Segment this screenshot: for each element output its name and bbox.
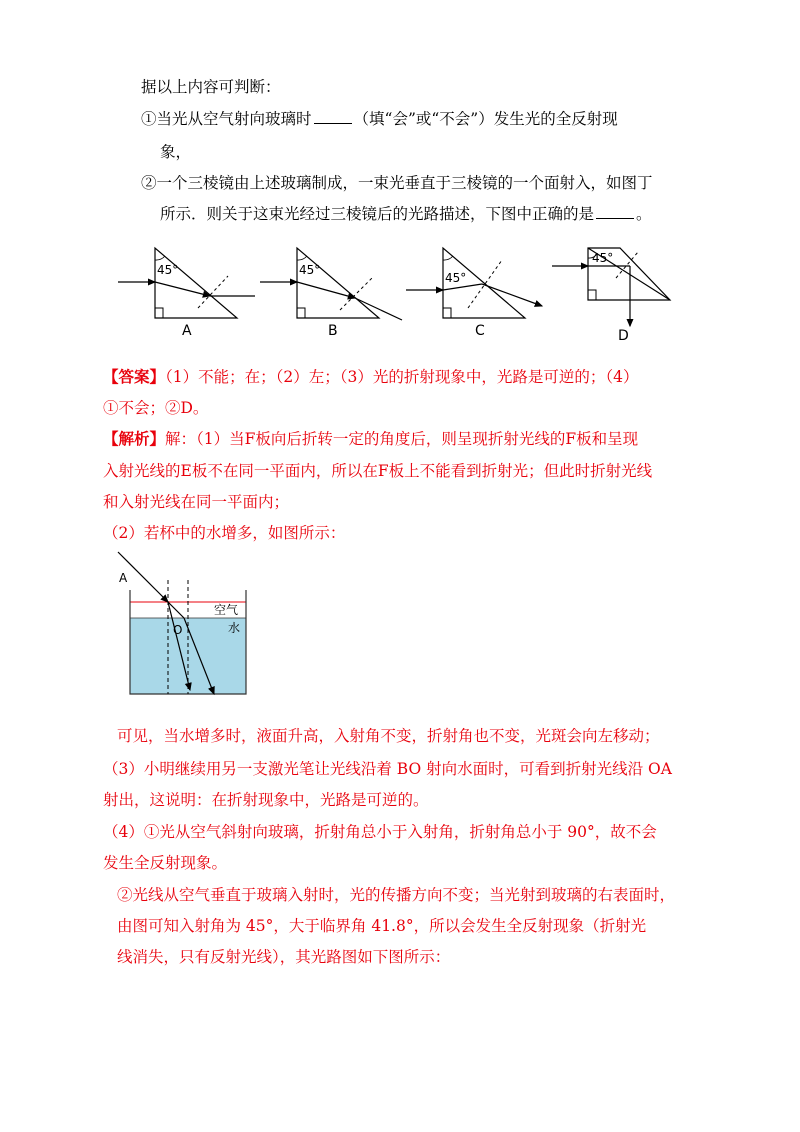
answer-text-1: （1）不能；在；（2）左；（3）光的折射现象中，光路是可逆的；（4）	[165, 368, 639, 386]
option-c-angle: 45°	[445, 271, 467, 285]
question-1-cont: 象，	[160, 143, 192, 161]
question-1-text-b: （填“会”或“不会”）发生光的全反射现	[353, 110, 618, 128]
analysis-line-4: （2）若杯中的水增多，如图所示：	[103, 524, 346, 542]
analysis-line-12: 线消失，只有反射光线），其光路图如下图所示：	[117, 948, 451, 966]
answer-tag: 【答案】	[103, 367, 166, 386]
option-c-label: C	[475, 323, 485, 339]
analysis-tag: 【解析】	[103, 429, 166, 448]
option-c-diagram	[406, 248, 542, 318]
answer-line-2: ①不会；②D。	[103, 399, 209, 417]
question-2-end: 。	[636, 205, 652, 223]
analysis-line-3: 和入射光线在同一平面内；	[103, 493, 290, 511]
water-cup-figure	[108, 550, 258, 700]
answer-blank-2	[596, 204, 634, 219]
option-a-angle: 45°	[157, 263, 179, 277]
prism-options-figure	[110, 238, 700, 348]
analysis-line-7: 射出，这说明：在折射现象中，光路是可逆的。	[103, 791, 429, 809]
question-1-text-a: ①当光从空气射向玻璃时	[141, 110, 312, 128]
analysis-line-11: 由图可知入射角为 45°，大于临界角 41.8°，所以会发生全反射现象（折射光	[117, 917, 647, 935]
question-2-cont	[160, 203, 652, 225]
option-b-diagram	[260, 248, 402, 320]
water-label-water: 水	[228, 621, 241, 635]
analysis-line-5: 可见，当水增多时，液面升高，入射角不变，折射角也不变，光斑会向左移动；	[117, 727, 660, 745]
question-1-line	[141, 108, 618, 130]
water-label-o: O	[173, 623, 183, 637]
option-d-label: D	[618, 328, 629, 344]
analysis-line-8: （4）①光从空气斜射向玻璃，折射角总小于入射角，折射角总小于 90°，故不会	[103, 823, 657, 841]
answer-line-1	[103, 366, 638, 388]
analysis-line-10: ②光线从空气垂直于玻璃入射时，光的传播方向不变；当光射到玻璃的右表面时，	[117, 886, 676, 904]
water-label-air: 空气	[214, 603, 239, 617]
intro-line: 据以上内容可判断：	[141, 78, 281, 96]
answer-blank-1	[314, 109, 352, 124]
question-2-text-b: 所示．则关于这束光经过三棱镜后的光路描述，下图中正确的是	[160, 205, 595, 223]
analysis-line-1	[103, 428, 638, 450]
option-a-label: A	[182, 323, 192, 339]
water-label-a: A	[119, 571, 128, 585]
question-2-line: ②一个三棱镜由上述玻璃制成，一束光垂直于三棱镜的一个面射入，如图丁	[141, 174, 653, 192]
analysis-line-2: 入射光线的E板不在同一平面内，所以在F板上不能看到折射光；但此时折射光线	[103, 462, 653, 480]
option-b-label: B	[328, 323, 338, 339]
analysis-text-1: 解：（1）当F板向后折转一定的角度后，则呈现折射光线的F板和呈现	[165, 430, 639, 448]
analysis-line-6: （3）小明继续用另一支激光笔让光线沿着 BO 射向水面时，可看到折射光线沿 OA	[103, 760, 672, 778]
option-a-diagram	[118, 248, 255, 318]
analysis-line-9: 发生全反射现象。	[103, 854, 228, 872]
option-d-angle: 45°	[592, 251, 614, 265]
option-b-angle: 45°	[299, 263, 321, 277]
